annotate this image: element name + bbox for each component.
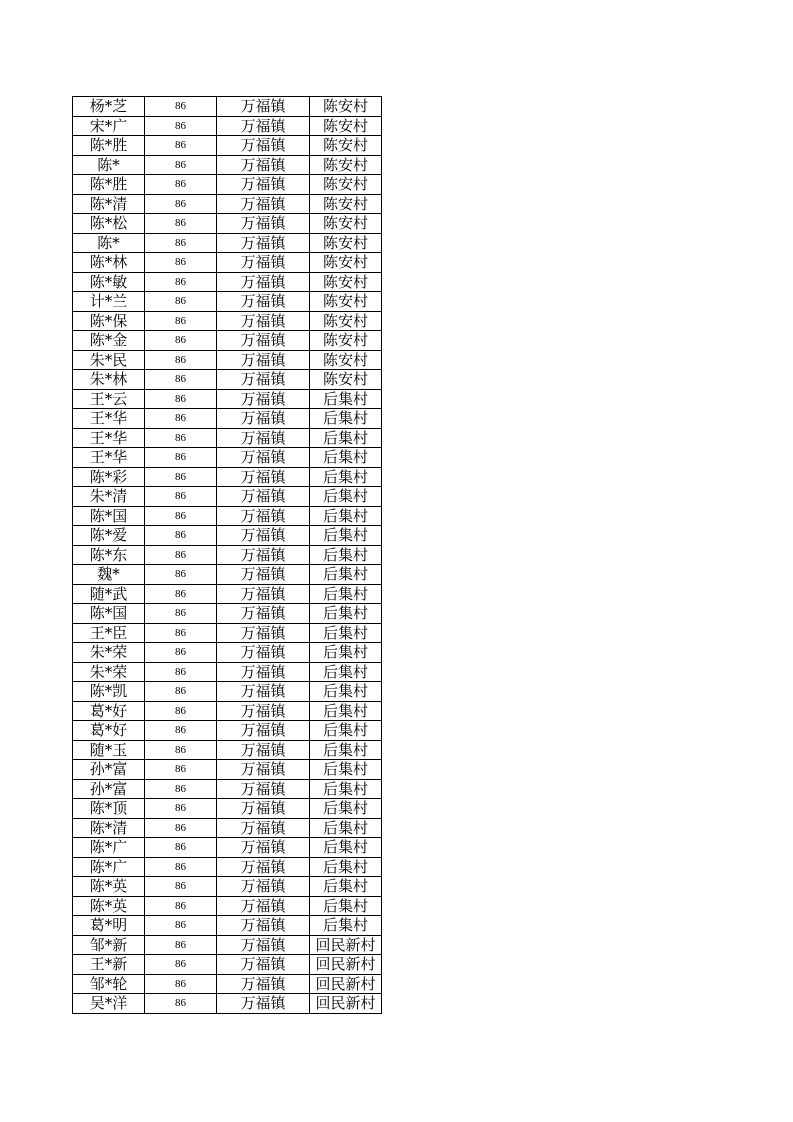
name-cell: 王*华	[73, 409, 145, 429]
village-cell: 后集村	[310, 409, 382, 429]
name-cell: 葛*明	[73, 916, 145, 936]
table-row	[73, 760, 382, 780]
table-row	[73, 194, 382, 214]
town-cell: 万福镇	[217, 877, 310, 897]
name-cell: 朱*荣	[73, 643, 145, 663]
table-row	[73, 526, 382, 546]
town-cell: 万福镇	[217, 350, 310, 370]
number-cell: 86	[145, 311, 217, 331]
town-cell: 万福镇	[217, 97, 310, 117]
town-cell: 万福镇	[217, 253, 310, 273]
name-cell: 朱*荣	[73, 662, 145, 682]
village-cell: 后集村	[310, 565, 382, 585]
table-row	[73, 272, 382, 292]
village-cell: 陈安村	[310, 175, 382, 195]
town-cell: 万福镇	[217, 565, 310, 585]
number-cell: 86	[145, 604, 217, 624]
village-cell: 后集村	[310, 877, 382, 897]
table-row	[73, 233, 382, 253]
table-row	[73, 428, 382, 448]
table-row	[73, 370, 382, 390]
table-row	[73, 487, 382, 507]
number-cell: 86	[145, 389, 217, 409]
town-cell: 万福镇	[217, 487, 310, 507]
name-cell: 陈*松	[73, 214, 145, 234]
town-cell: 万福镇	[217, 175, 310, 195]
name-cell: 朱*清	[73, 487, 145, 507]
number-cell: 86	[145, 214, 217, 234]
table-row	[73, 799, 382, 819]
number-cell: 86	[145, 136, 217, 156]
number-cell: 86	[145, 272, 217, 292]
town-cell: 万福镇	[217, 974, 310, 994]
table-row	[73, 604, 382, 624]
number-cell: 86	[145, 974, 217, 994]
table-row	[73, 389, 382, 409]
name-cell: 陈*敏	[73, 272, 145, 292]
table-row	[73, 467, 382, 487]
number-cell: 86	[145, 896, 217, 916]
number-cell: 86	[145, 545, 217, 565]
table-row	[73, 331, 382, 351]
number-cell: 86	[145, 662, 217, 682]
number-cell: 86	[145, 623, 217, 643]
town-cell: 万福镇	[217, 935, 310, 955]
number-cell: 86	[145, 253, 217, 273]
village-cell: 后集村	[310, 526, 382, 546]
town-cell: 万福镇	[217, 428, 310, 448]
number-cell: 86	[145, 233, 217, 253]
table-row	[73, 584, 382, 604]
name-cell: 陈*金	[73, 331, 145, 351]
town-cell: 万福镇	[217, 818, 310, 838]
name-cell: 陈*林	[73, 253, 145, 273]
town-cell: 万福镇	[217, 331, 310, 351]
number-cell: 86	[145, 877, 217, 897]
name-cell: 葛*好	[73, 701, 145, 721]
town-cell: 万福镇	[217, 857, 310, 877]
village-cell: 后集村	[310, 623, 382, 643]
village-cell: 陈安村	[310, 97, 382, 117]
name-cell: 陈*英	[73, 896, 145, 916]
name-cell: 陈*国	[73, 506, 145, 526]
name-cell: 宋*广	[73, 116, 145, 136]
village-cell: 回民新村	[310, 994, 382, 1014]
name-cell: 王*云	[73, 389, 145, 409]
number-cell: 86	[145, 916, 217, 936]
table-row	[73, 448, 382, 468]
number-cell: 86	[145, 584, 217, 604]
village-cell: 后集村	[310, 584, 382, 604]
name-cell: 陈*清	[73, 194, 145, 214]
village-cell: 陈安村	[310, 331, 382, 351]
table-row	[73, 311, 382, 331]
town-cell: 万福镇	[217, 545, 310, 565]
village-cell: 后集村	[310, 701, 382, 721]
number-cell: 86	[145, 350, 217, 370]
name-cell: 邹*新	[73, 935, 145, 955]
name-cell: 陈*爱	[73, 526, 145, 546]
town-cell: 万福镇	[217, 584, 310, 604]
village-cell: 回民新村	[310, 974, 382, 994]
number-cell: 86	[145, 935, 217, 955]
town-cell: 万福镇	[217, 116, 310, 136]
town-cell: 万福镇	[217, 370, 310, 390]
number-cell: 86	[145, 448, 217, 468]
village-cell: 陈安村	[310, 370, 382, 390]
town-cell: 万福镇	[217, 682, 310, 702]
number-cell: 86	[145, 155, 217, 175]
number-cell: 86	[145, 116, 217, 136]
number-cell: 86	[145, 760, 217, 780]
number-cell: 86	[145, 701, 217, 721]
table-row	[73, 253, 382, 273]
town-cell: 万福镇	[217, 896, 310, 916]
name-cell: 陈*胜	[73, 175, 145, 195]
town-cell: 万福镇	[217, 448, 310, 468]
name-cell: 陈*保	[73, 311, 145, 331]
town-cell: 万福镇	[217, 721, 310, 741]
name-cell: 王*华	[73, 448, 145, 468]
table-row	[73, 701, 382, 721]
town-cell: 万福镇	[217, 311, 310, 331]
number-cell: 86	[145, 682, 217, 702]
table-row	[73, 857, 382, 877]
town-cell: 万福镇	[217, 604, 310, 624]
table-row	[73, 214, 382, 234]
name-cell: 王*新	[73, 955, 145, 975]
number-cell: 86	[145, 857, 217, 877]
village-cell: 陈安村	[310, 233, 382, 253]
number-cell: 86	[145, 506, 217, 526]
name-cell: 王*华	[73, 428, 145, 448]
name-cell: 陈*国	[73, 604, 145, 624]
town-cell: 万福镇	[217, 136, 310, 156]
number-cell: 86	[145, 97, 217, 117]
town-cell: 万福镇	[217, 779, 310, 799]
name-cell: 陈*广	[73, 838, 145, 858]
town-cell: 万福镇	[217, 292, 310, 312]
number-cell: 86	[145, 467, 217, 487]
number-cell: 86	[145, 994, 217, 1014]
town-cell: 万福镇	[217, 740, 310, 760]
village-cell: 后集村	[310, 467, 382, 487]
number-cell: 86	[145, 955, 217, 975]
village-cell: 后集村	[310, 662, 382, 682]
village-cell: 后集村	[310, 799, 382, 819]
village-cell: 后集村	[310, 506, 382, 526]
village-cell: 后集村	[310, 428, 382, 448]
town-cell: 万福镇	[217, 506, 310, 526]
village-cell: 陈安村	[310, 136, 382, 156]
village-cell: 陈安村	[310, 116, 382, 136]
village-cell: 后集村	[310, 857, 382, 877]
name-cell: 陈*胜	[73, 136, 145, 156]
town-cell: 万福镇	[217, 623, 310, 643]
name-cell: 魏*	[73, 565, 145, 585]
number-cell: 86	[145, 721, 217, 741]
village-cell: 陈安村	[310, 311, 382, 331]
name-cell: 王*臣	[73, 623, 145, 643]
village-cell: 后集村	[310, 896, 382, 916]
name-cell: 陈*清	[73, 818, 145, 838]
town-cell: 万福镇	[217, 409, 310, 429]
town-cell: 万福镇	[217, 155, 310, 175]
name-cell: 葛*好	[73, 721, 145, 741]
village-cell: 陈安村	[310, 350, 382, 370]
table-row	[73, 409, 382, 429]
village-cell: 后集村	[310, 389, 382, 409]
table-body	[73, 97, 382, 1014]
village-cell: 后集村	[310, 740, 382, 760]
table-row	[73, 740, 382, 760]
number-cell: 86	[145, 175, 217, 195]
table-row	[73, 682, 382, 702]
village-cell: 回民新村	[310, 955, 382, 975]
name-cell: 计*兰	[73, 292, 145, 312]
town-cell: 万福镇	[217, 214, 310, 234]
town-cell: 万福镇	[217, 233, 310, 253]
number-cell: 86	[145, 838, 217, 858]
town-cell: 万福镇	[217, 526, 310, 546]
name-cell: 陈*凯	[73, 682, 145, 702]
number-cell: 86	[145, 643, 217, 663]
name-cell: 陈*彩	[73, 467, 145, 487]
number-cell: 86	[145, 526, 217, 546]
town-cell: 万福镇	[217, 760, 310, 780]
village-cell: 后集村	[310, 487, 382, 507]
name-cell: 随*玉	[73, 740, 145, 760]
number-cell: 86	[145, 428, 217, 448]
village-cell: 后集村	[310, 448, 382, 468]
name-cell: 朱*民	[73, 350, 145, 370]
table-row	[73, 877, 382, 897]
name-cell: 陈*	[73, 155, 145, 175]
number-cell: 86	[145, 799, 217, 819]
village-cell: 后集村	[310, 682, 382, 702]
town-cell: 万福镇	[217, 701, 310, 721]
name-cell: 吴*洋	[73, 994, 145, 1014]
name-cell: 朱*林	[73, 370, 145, 390]
number-cell: 86	[145, 194, 217, 214]
number-cell: 86	[145, 370, 217, 390]
village-cell: 后集村	[310, 916, 382, 936]
table-row	[73, 136, 382, 156]
table-row	[73, 935, 382, 955]
table-row	[73, 955, 382, 975]
name-cell: 陈*英	[73, 877, 145, 897]
table-row	[73, 350, 382, 370]
village-cell: 陈安村	[310, 272, 382, 292]
name-cell: 陈*广	[73, 857, 145, 877]
village-cell: 陈安村	[310, 155, 382, 175]
village-cell: 回民新村	[310, 935, 382, 955]
name-cell: 陈*顶	[73, 799, 145, 819]
village-cell: 后集村	[310, 643, 382, 663]
town-cell: 万福镇	[217, 272, 310, 292]
town-cell: 万福镇	[217, 994, 310, 1014]
town-cell: 万福镇	[217, 194, 310, 214]
village-cell: 陈安村	[310, 253, 382, 273]
table-row	[73, 97, 382, 117]
village-cell: 后集村	[310, 721, 382, 741]
table-row	[73, 292, 382, 312]
number-cell: 86	[145, 331, 217, 351]
table-row	[73, 175, 382, 195]
table-row	[73, 662, 382, 682]
number-cell: 86	[145, 779, 217, 799]
table-row	[73, 818, 382, 838]
name-cell: 陈*	[73, 233, 145, 253]
town-cell: 万福镇	[217, 643, 310, 663]
table-row	[73, 779, 382, 799]
village-cell: 陈安村	[310, 214, 382, 234]
village-cell: 后集村	[310, 818, 382, 838]
number-cell: 86	[145, 565, 217, 585]
table-row	[73, 506, 382, 526]
name-cell: 杨*芝	[73, 97, 145, 117]
town-cell: 万福镇	[217, 467, 310, 487]
town-cell: 万福镇	[217, 799, 310, 819]
table-row	[73, 545, 382, 565]
village-cell: 后集村	[310, 779, 382, 799]
table-row	[73, 974, 382, 994]
table-row	[73, 721, 382, 741]
name-cell: 孙*富	[73, 760, 145, 780]
name-cell: 随*武	[73, 584, 145, 604]
town-cell: 万福镇	[217, 955, 310, 975]
table-row	[73, 916, 382, 936]
town-cell: 万福镇	[217, 662, 310, 682]
town-cell: 万福镇	[217, 838, 310, 858]
number-cell: 86	[145, 409, 217, 429]
village-cell: 后集村	[310, 604, 382, 624]
table-row	[73, 994, 382, 1014]
number-cell: 86	[145, 487, 217, 507]
table-row	[73, 116, 382, 136]
table-row	[73, 155, 382, 175]
name-cell: 孙*富	[73, 779, 145, 799]
village-cell: 陈安村	[310, 292, 382, 312]
village-cell: 后集村	[310, 838, 382, 858]
village-cell: 后集村	[310, 545, 382, 565]
town-cell: 万福镇	[217, 389, 310, 409]
village-cell: 陈安村	[310, 194, 382, 214]
number-cell: 86	[145, 818, 217, 838]
table-row	[73, 896, 382, 916]
table-row	[73, 565, 382, 585]
data-table	[72, 96, 382, 1014]
number-cell: 86	[145, 740, 217, 760]
number-cell: 86	[145, 292, 217, 312]
table-row	[73, 643, 382, 663]
village-cell: 后集村	[310, 760, 382, 780]
town-cell: 万福镇	[217, 916, 310, 936]
name-cell: 陈*东	[73, 545, 145, 565]
table-row	[73, 623, 382, 643]
table-row	[73, 838, 382, 858]
name-cell: 邹*轮	[73, 974, 145, 994]
